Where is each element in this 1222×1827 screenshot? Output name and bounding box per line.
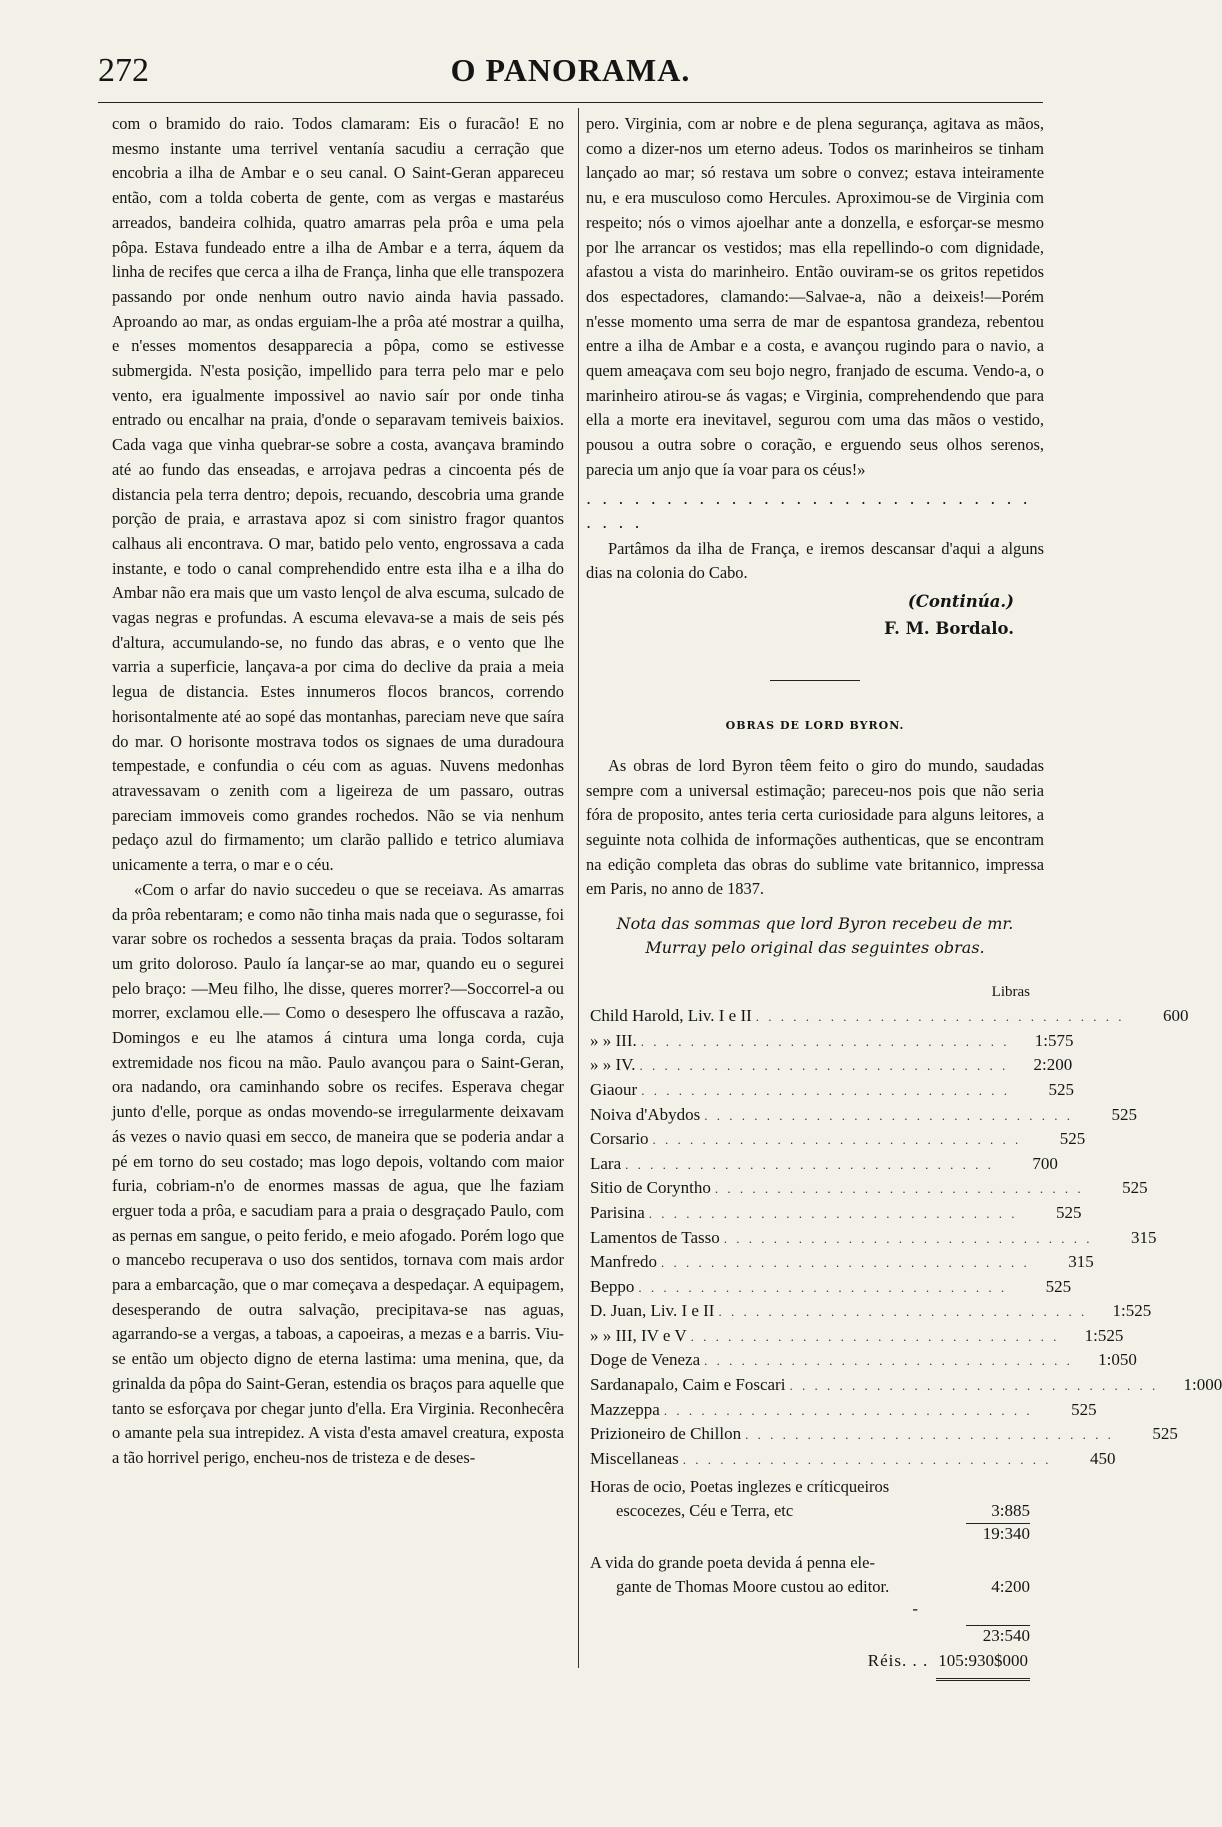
row-value: 600 [1163,1006,1189,1026]
right-column [586,112,1222,1681]
leader-dots: . . . . . . . . . . . . . . . . . . . . . . . . . . . . . . [625,1156,994,1172]
table-row [590,1399,1097,1425]
leader-dots: . . . . . . . . . . . . . . . . . . . . . . . . . . . . . . [745,1427,1114,1443]
row-value: 450 [1090,1448,1116,1468]
table-row [590,1104,1138,1130]
leader-dots: . . . . . . . . . . . . . . . . . . . . . . . . . . . . . . [638,1279,1008,1295]
leader-dots: . . . . . . . . . . . . . . . . . . . . . . . . . . . . . . [755,1009,1125,1025]
row-value: 1:575 [1034,1030,1074,1050]
leader-dots: . . . . . . . . . . . . . . . . . . . . . . . . . . . . . . [640,1033,1010,1049]
row-label: Giaour [590,1079,638,1099]
row-value: 525 [1048,1079,1074,1099]
row-label-line: Horas de ocio, Poetas inglezes e críticqueiros [590,1477,890,1497]
table-row [590,1424,1178,1449]
row-label: Beppo [590,1276,635,1296]
leader-dots: . . . . . . . . . . . . . . . . . . . . . . . . . . . . . . [789,1378,1159,1394]
row-value: 525 [1071,1399,1097,1419]
row-label: Manfredo [590,1252,658,1272]
reis-label: Réis. . . [867,1651,929,1671]
table-row [590,1079,1074,1105]
section-title: OBRAS DE LORD BYRON. [725,718,905,732]
leader-dots: . . . . . . . . . . . . . . . . . . . . . . . . . . . . . . [641,1082,1010,1098]
editor-cost-row [590,1549,1030,1599]
total-value: 23:540 [966,1625,1030,1651]
row-value: 525 [1056,1202,1082,1222]
row-label-line: gante de Thomas Moore custou ao editor. [616,1577,890,1597]
unit-header: Libras [991,984,1030,1001]
dash-mark: - [912,1599,918,1619]
author-signature: F. M. Bordalo. [884,618,1014,638]
leader-dots: . . . . . . . . . . . . . . . . . . . . . . . . . . . . . . [704,1107,1074,1123]
table-caption: Nota das sommas que lord Byron recebeu de mr. Murray pelo original das seguintes obras. [616,914,1014,958]
row-label: » » III. [590,1030,637,1050]
leader-dots: . . . . . . . . . . . . . . . . . . . . . . . . . . . . . . [661,1255,1030,1271]
dash-row [590,1599,1030,1625]
section-separator [770,680,860,681]
row-value: 700 [1032,1153,1058,1173]
row-value: 1:050 [1098,1350,1137,1370]
row-label-line: A vida do grande poeta devida á penna ele- [590,1553,875,1573]
table-row [590,1030,1074,1056]
table-row [590,1325,1124,1351]
row-label: Doge de Veneza [590,1350,701,1370]
table-row [590,1202,1082,1228]
leader-dots: . . . . . . . . . . . . . . . . . . . . . . . . . . . . . . [690,1328,1060,1344]
table-row [590,1301,1152,1326]
leader-dots: . . . . . . . . . . . . . . . . . . . . . . . . . . . . . . [652,1132,1022,1148]
total-row [590,1625,1030,1651]
table-row [590,1448,1116,1474]
table-row [590,1129,1086,1154]
reis-value: 105:930$000 [936,1651,1030,1681]
row-value: 525 [1045,1276,1072,1296]
row-value: 4:200 [991,1577,1030,1597]
row-value: 1:525 [1112,1301,1152,1321]
table-rows [590,1006,1222,1473]
table-row [590,1252,1094,1277]
ellipsis-divider: . . . . . . . . . . . . . . . . . . . . . . . . . . . . . . . . [586,488,1031,532]
table-row [590,1375,1222,1400]
subtotal-value: 19:340 [966,1523,1030,1549]
row-label: Sardanapalo, Caim e Foscari [590,1375,786,1395]
table-row [590,1006,1189,1031]
column-divider [578,108,579,1668]
row-value: 525 [1152,1424,1178,1444]
article-paragraph: com o bramido do raio. Todos clamaram: Eis o furacão! E no mesmo instante uma terrivel ventanía sacudiu a cerração que encobria a ilha de Ambar e o seu canal. O Saint-Geran appareceu então, com a tolda coberta de gente, com as vergas e mastaréus arreados, bandeira colhida, quatro amarras pela prôa e uma pela pôpa. Estava fundeado entre a ilha de Ambar e a terra, áquem da linha de recifes que cerca a ilha de França, linha que elle transpozera passando por onde nenhum outro navio ainda havia passado. Aproando ao mar, as ondas erguiam-lhe a prôa até mostrar a quilha, e n'esses momentos desapparecia a pôpa, como se estivesse submergida. N'esta posição, impellido para terra pelo mar e pelo vento, era igualmente impossivel ao navio saír por onde tinha entrado ou encalhar na praia, d'onde o separavam temiveis baixios. Cada vaga que vinha quebrar-se sobre a costa, avançava bramindo até ao fundo das enseadas, e arrojava pedras a cincoenta pés de distancia pela terra dentro; depois, recuando, descobria uma grande porção de praia, e arrastava apoz si com sinistro fragor quantos calhaus ali encontrava. O mar, batido pelo vento, engrossava a cada instante, e todo o canal comprehendido entre esta ilha e a ilha do Ambar não era mais que um vasto lençol de alva escuma, sulcado de vagas negras e profundas. A escuma elevava-se a mais de seis pés d'altura, accumulando-se, no fundo das abras, e o vento que lhe varria a superficie, lançava-a por cima do declive da praia a meia legua de distancia. Estes innumeros flocos brancos, correndo horisontalmente até ao sopé das montanhas, pareciam neve que saíra do mar. O horisonte mostrava todos os signaes de uma duradoura tempestade, e confundia o céu com as aguas. Nuvens medonhas atravessavam o zenith com a ligeireza de um passaro, outras pareciam immoveis como grandes rochedos. Não se via nenhum pedaço azul do firmamento; um clarão pallido e tetrico alumiava unicamente a terra, o mar e o céu. [112,114,564,875]
row-label: Noiva d'Abydos [590,1104,701,1124]
table-row [590,1153,1058,1179]
row-value: 2:200 [1033,1055,1073,1075]
table-row [590,1350,1137,1375]
row-label: Corsario [590,1129,649,1149]
row-label: » » III, IV e V [590,1325,687,1345]
row-label-line: escocezes, Céu e Terra, etc [616,1501,794,1521]
row-value: 525 [1111,1104,1138,1124]
leader-dots: . . . . . . . . . . . . . . . . . . . . . . . . . . . . . . [714,1181,1084,1197]
row-label: Mazzeppa [590,1399,660,1419]
journal-title: O PANORAMA. [450,52,691,88]
table-row [590,1178,1148,1203]
leader-dots: . . . . . . . . . . . . . . . . . . . . . . . . . . . . . . [648,1205,1018,1221]
left-column [112,112,564,1471]
header-rule [98,102,1043,103]
leader-dots: . . . . . . . . . . . . . . . . . . . . . . . . . . . . . . [704,1353,1073,1369]
row-label: Miscellaneas [590,1448,679,1468]
row-value: 1:000 [1183,1375,1222,1395]
row-label: Parisina [590,1202,645,1222]
table-row [590,1227,1157,1253]
row-label: » » IV. [590,1055,636,1075]
article-paragraph: «Com o arfar do navio succedeu o que se receiava. As amarras da prôa rebentaram; e como não tinha mais nada que o segurasse, foi varar sobre os rochedos a sessenta braças da praia. Todos soltaram um grito doloroso. Paulo ía lançar-se ao mar, quando eu o segurei pelo braço: —Meu filho, lhe disse, queres morrer?—Soccorrel-a ou morrer, exclamou elle.— Como o desespero lhe offuscava a razão, Domingos e eu lhe atamos á cintura uma longa corda, cuja extremidade nos ficou na mão. Paulo avançou para o Saint-Geran, ora nadando, ora caminhando sobre os recifes. Esperava chegar junto d'elle, porque as ondas movendo-se irregularmente deixavam ás vezes o navio quasi em secco, de maneira que se poderia andar a pé em torno do seu costado; mas logo depois, voltando com maior furia, cobriam-n'o de enormes massas de agua, que lhe faziam erguer toda a prôa, e sacudiam para a praia o desgraçado Paulo, com as pernas em sangue, o peito ferido, e meio afogado. Porém logo que o mancebo recuperava o uso dos sentidos, tornava com mais ardor para a embarcação, que o mar começava a despedaçar. A equipagem, desesperando de outra salvação, precipitava-se nas aguas, agarrando-se a vergas, a taboas, a capoeiras, a mezas e a barris. Viu-se então um objecto digno de eterna lastima: uma menina, que, da grinalda da pôpa do Saint-Geran, estendia os braços para aquelle que tanto se esforçava por chegar junto d'ella. Era Virginia. Reconhecêra o amante pela sua intrepidez. A vista d'esta amavel creatura, exposta a tão horrivel perigo, encheu-nos de tristeza e de deses- [112,879,564,1467]
earnings-table [590,984,1222,1681]
closing-paragraph: Partâmos da ilha de França, e iremos descansar d'aqui a alguns dias na colonia do Cabo. [586,538,1044,583]
row-value: 315 [1068,1252,1094,1272]
row-label: D. Juan, Liv. I e II [590,1301,715,1321]
leader-dots: . . . . . . . . . . . . . . . . . . . . . . . . . . . . . . [639,1058,1009,1074]
leader-dots: . . . . . . . . . . . . . . . . . . . . . . . . . . . . . . [718,1304,1088,1320]
leader-dots: . . . . . . . . . . . . . . . . . . . . . . . . . . . . . . [723,1230,1093,1246]
leader-dots: . . . . . . . . . . . . . . . . . . . . . . . . . . . . . . [663,1402,1033,1418]
leader-dots: . . . . . . . . . . . . . . . . . . . . . . . . . . . . . . [682,1451,1052,1467]
row-label: Lamentos de Tasso [590,1227,720,1247]
row-value: 525 [1059,1129,1086,1149]
row-label [590,1475,966,1523]
table-row [590,1473,1030,1523]
subtotal-row [590,1523,1030,1549]
section-intro: As obras de lord Byron têem feito o giro do mundo, saudadas sempre com a universal estimação; pareceu-nos pois que não seria fóra de proposito, antes teria certa curiosidade para alguns leitores, a seguinte nota colhida de informações authenticas, que se encontram na edição completa das obras do sublime vate britannico, impressa em Paris, no anno de 1837. [586,755,1044,899]
continua-note: (Continúa.) [907,591,1014,611]
row-label: Prizioneiro de Chillon [590,1424,742,1444]
row-value: 3:885 [991,1501,1030,1521]
row-label: Child Harold, Liv. I e II [590,1006,752,1026]
article-paragraph: pero. Virginia, com ar nobre e de plena segurança, agitava as mãos, como a dizer-nos um eterno adeus. Todos os marinheiros se tinham lançado ao mar; só restava um sobre o convez; estava inteiramente nu, e era musculoso como Hercules. Aproximou-se de Virginia com respeito; nós o vimos ajoelhar ante a donzella, e esforçar-se mesmo por lhe arrancar os vestidos; mas ella repellindo-o com dignidade, afastou a vista do marinheiro. Então ouviram-se os gritos repetidos dos espectadores, clamando:—Salvae-a, não a deixeis!—Porém n'esse momento uma serra de mar de espantosa grandeza, rebentou entre a ilha de Ambar e a costa, e avançou rugindo para o navio, a quem ameaçava com seu bojo negro, franjado de escuma. Vendo-a, o marinheiro atirou-se ás vagas; e Virginia, comprehendendo que para ella a morte era inevitavel, segurou com uma das mãos o vestido, pousou a outra sobre o coração, e erguendo seus olhos serenos, parecia um anjo que ía voar para os céus!» [586,114,1044,479]
page-number: 272 [98,52,149,89]
row-label: Lara [590,1153,622,1173]
row-label [590,1551,966,1599]
table-row [590,1055,1073,1080]
table-row [590,1276,1072,1302]
reis-row [590,1651,1030,1681]
row-value: 315 [1131,1227,1157,1247]
row-label: Sitio de Corynthо [590,1178,711,1198]
row-value: 525 [1122,1178,1148,1198]
row-value: 1:525 [1084,1325,1124,1345]
page-header [98,52,1043,102]
